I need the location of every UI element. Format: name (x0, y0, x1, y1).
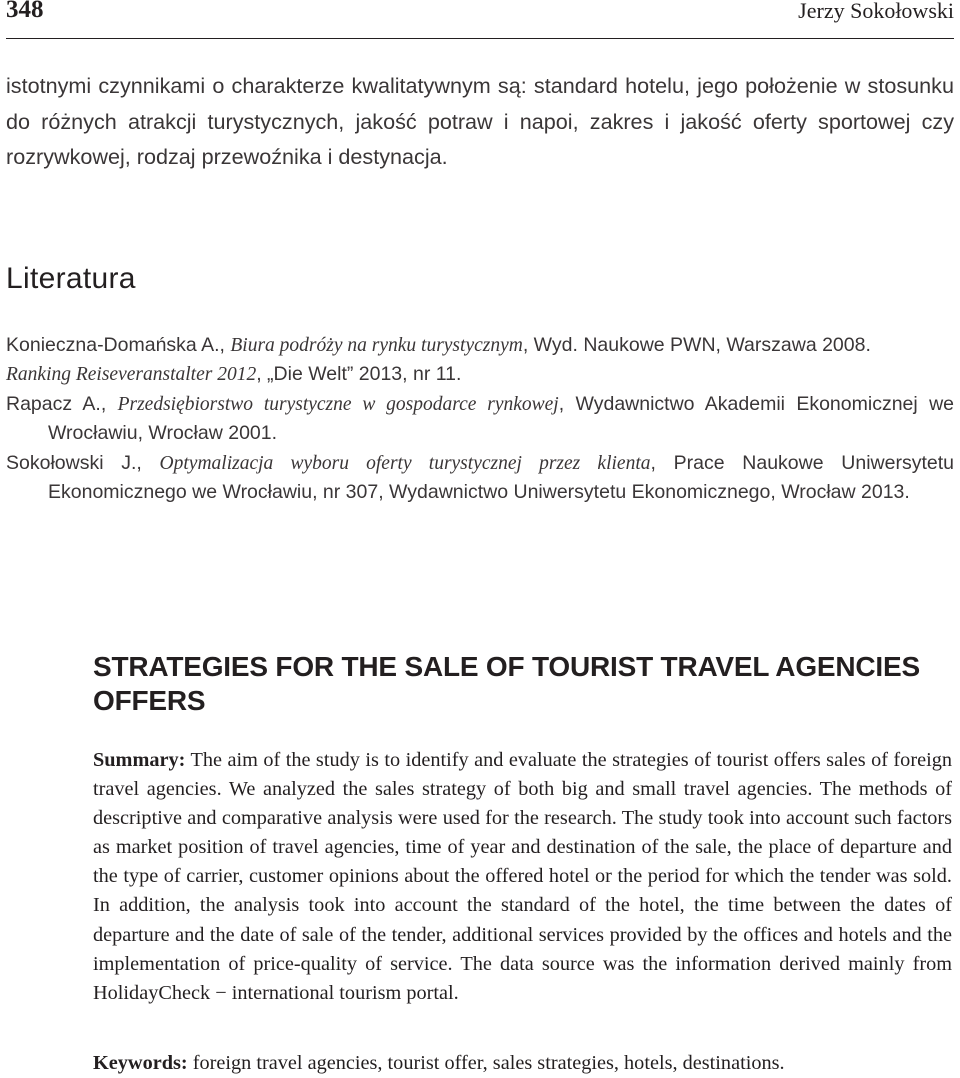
reference-title: Ranking Reiseveranstalter 2012 (6, 364, 257, 386)
reference-author: Rapacz A., (6, 392, 118, 415)
summary-text: The aim of the study is to identify and evaluate the strategies of tourist offers sales of foreign travel agencies. We analyzed the sales strategy of both big and small travel agencies. The methods of descriptive and comparative analysis were used for the research. The study took into account such factors as market position of travel agencies, time of year and destination of the sale, the place of departure and the type of carrier, customer opinions about the offered hotel or the period for which the tender was sold. In addition, the analysis took into account the standard of the hotel, the time between the dates of departure and the date of sale of the tender, additional services provided by the offices and hotels and the implementation of price-quality of service. The data source was the information derived mainly from HolidayCheck − international tourism portal. (93, 749, 952, 1004)
keywords-paragraph (93, 1049, 952, 1078)
page-number: 348 (6, 0, 44, 23)
running-author: Jerzy Sokołowski (798, 0, 954, 23)
reference-details: , Wydawnictwo Akademii Ekonomicznej we Wrocławiu, Wrocław 2001. (48, 392, 955, 445)
keywords-text: foreign travel agencies, tourist offer, sales strategies, hotels, destinations. (187, 1052, 785, 1074)
reference-list (6, 331, 954, 507)
running-header (6, 0, 954, 39)
reference-item (6, 390, 954, 449)
literature-heading: Literatura (6, 262, 136, 295)
summary-paragraph (93, 746, 952, 1008)
english-title: STRATEGIES FOR THE SALE OF TOURIST TRAVEL AGENCIES OFFERS (93, 651, 920, 716)
reference-item (6, 449, 954, 508)
reference-title: Przedsiębiorstwo turystyczne w gospodarce rynkowej (117, 393, 559, 415)
reference-author: Sokołowski J., (6, 451, 160, 474)
reference-title: Optymalizacja wyboru oferty turystycznej przez klienta (159, 452, 651, 474)
reference-item (6, 331, 954, 360)
keywords-label: Keywords: (93, 1052, 188, 1074)
reference-details: , Prace Naukowe Uniwersytetu Ekonomicznego we Wrocławiu, nr 307, Wydawnictwo Uniwersytetu Ekonomicznego, Wrocław 2013. (48, 451, 954, 504)
reference-details: , Wyd. Naukowe PWN, Warszawa 2008. (522, 334, 871, 356)
reference-title: Biura podróży na rynku turystycznym (230, 335, 523, 356)
reference-author: Konieczna-Domańska A., (6, 334, 231, 356)
reference-item (6, 360, 954, 389)
reference-details: , „Die Welt” 2013, nr 11. (256, 363, 462, 386)
summary-label: Summary: (93, 749, 186, 771)
intro-paragraph: istotnymi czynnikami o charakterze kwalitatywnym są: standard hotelu, jego położenie w stosunku do różnych atrakcji turystycznych, jakość potraw i napoi, zakres i jakość oferty sportowej czy rozrywkowej, rodzaj przewoźnika i destynacja. (6, 73, 954, 169)
